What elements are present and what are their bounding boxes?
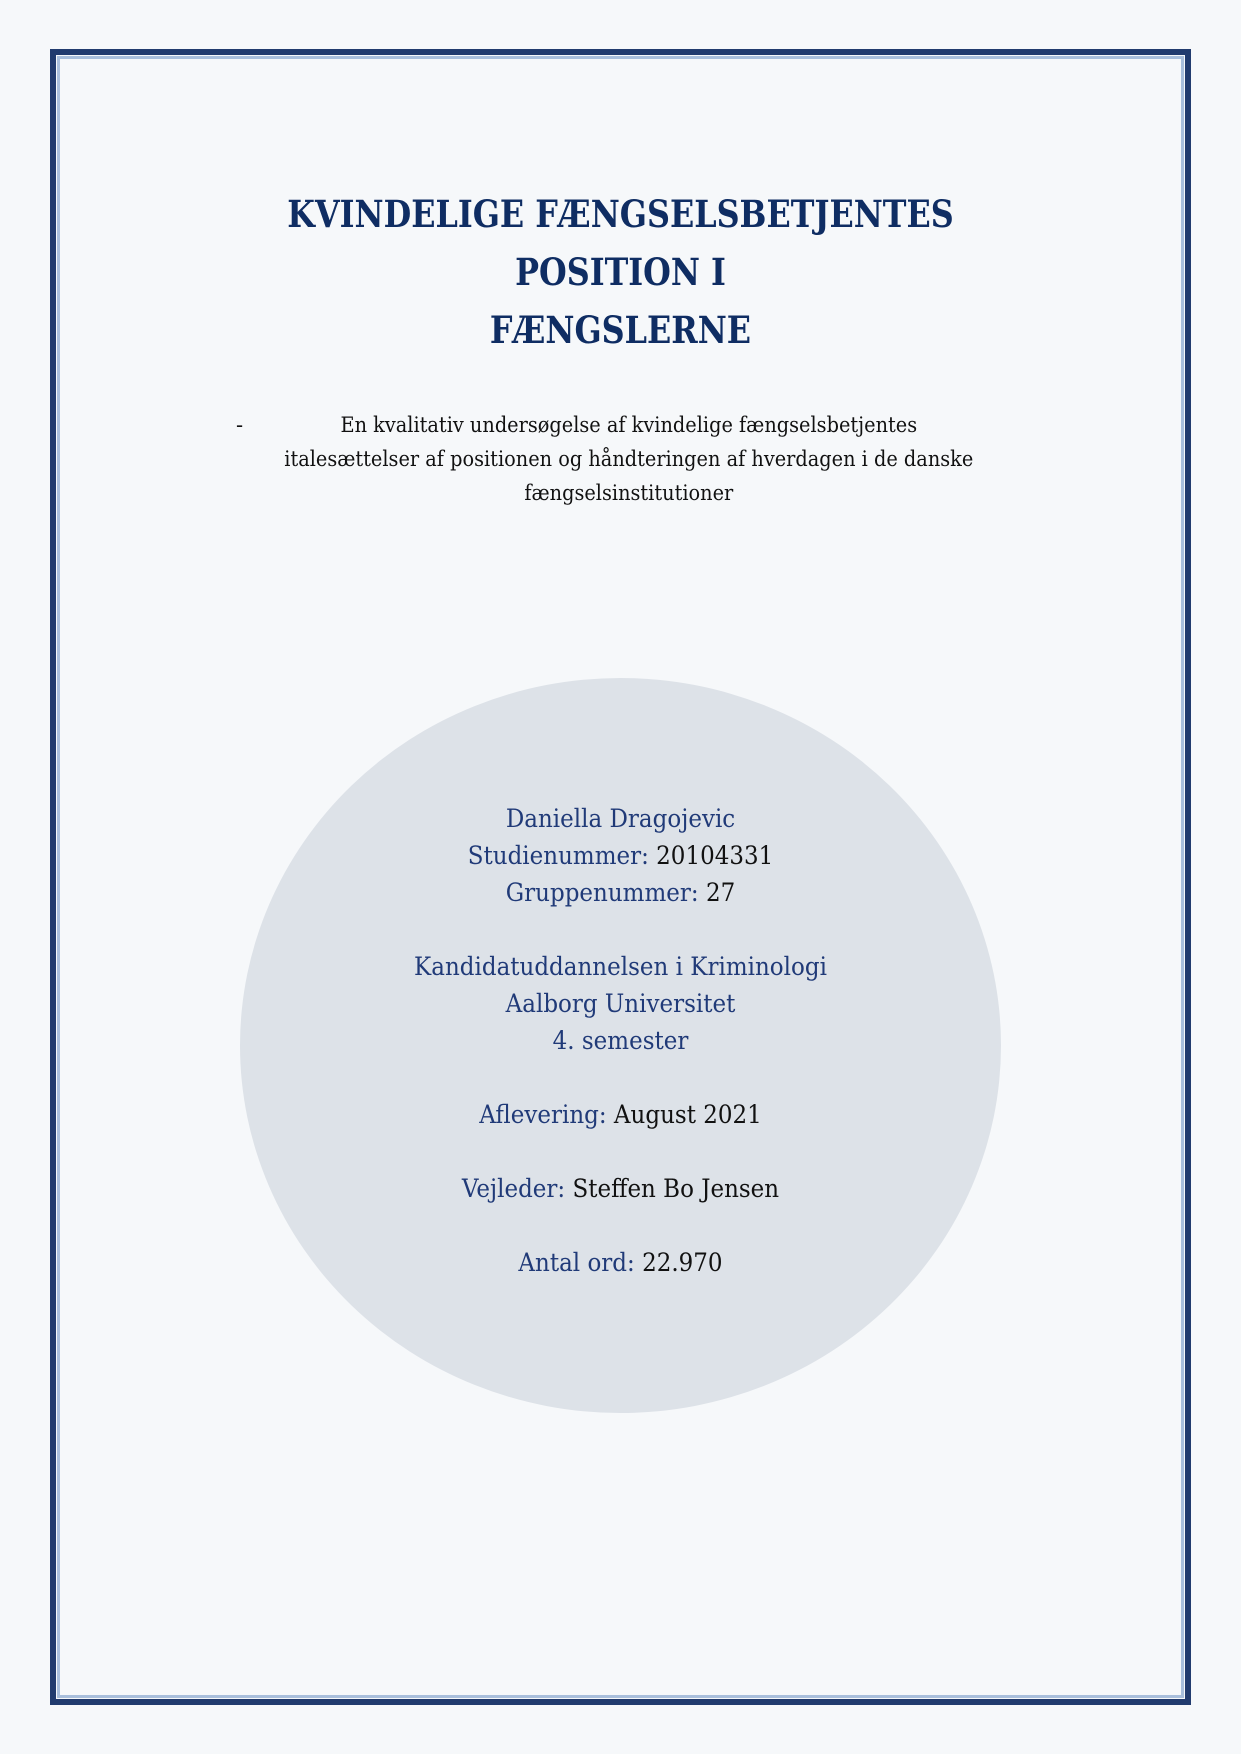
semester-line	[270, 1022, 970, 1059]
author-name: Daniella Dragojevic	[505, 804, 736, 833]
document-title	[190, 185, 1051, 359]
education-line	[270, 948, 970, 985]
submission-label: Aflevering:	[479, 1100, 607, 1129]
supervisor-line	[270, 1170, 970, 1207]
university: Aalborg Universitet	[505, 989, 736, 1018]
author-name-line	[270, 800, 970, 837]
info-block	[240, 800, 1001, 1281]
group-number-value: 27	[705, 878, 736, 907]
submission-value: August 2021	[613, 1100, 762, 1129]
title-line-1: KVINDELIGE FÆNGSELSBETJENTES POSITION I	[287, 192, 954, 294]
student-number-value: 20104331	[656, 841, 774, 870]
semester: 4. semester	[552, 1026, 689, 1055]
supervisor-label: Vejleder:	[461, 1174, 566, 1203]
supervisor-value: Steffen Bo Jensen	[572, 1174, 780, 1203]
word-count-line	[270, 1244, 970, 1281]
word-count-label: Antal ord:	[518, 1248, 635, 1277]
subtitle-dash: -	[236, 413, 244, 437]
student-number-line	[270, 837, 970, 874]
subtitle	[230, 408, 1060, 510]
student-number-label: Studienummer:	[467, 841, 649, 870]
subtitle-text: En kvalitativ undersøgelse af kvindelige fængselsbetjentes italesættelser af positionen og håndteringen af hverdagen i de danske fængselsinstitutioner	[284, 413, 974, 505]
education: Kandidatuddannelsen i Kriminologi	[414, 952, 827, 981]
word-count-value: 22.970	[642, 1248, 723, 1277]
university-line	[270, 985, 970, 1022]
group-number-line	[270, 874, 970, 911]
group-number-label: Gruppenummer:	[505, 878, 699, 907]
submission-line	[270, 1096, 970, 1133]
title-line-2: FÆNGSLERNE	[489, 308, 752, 352]
